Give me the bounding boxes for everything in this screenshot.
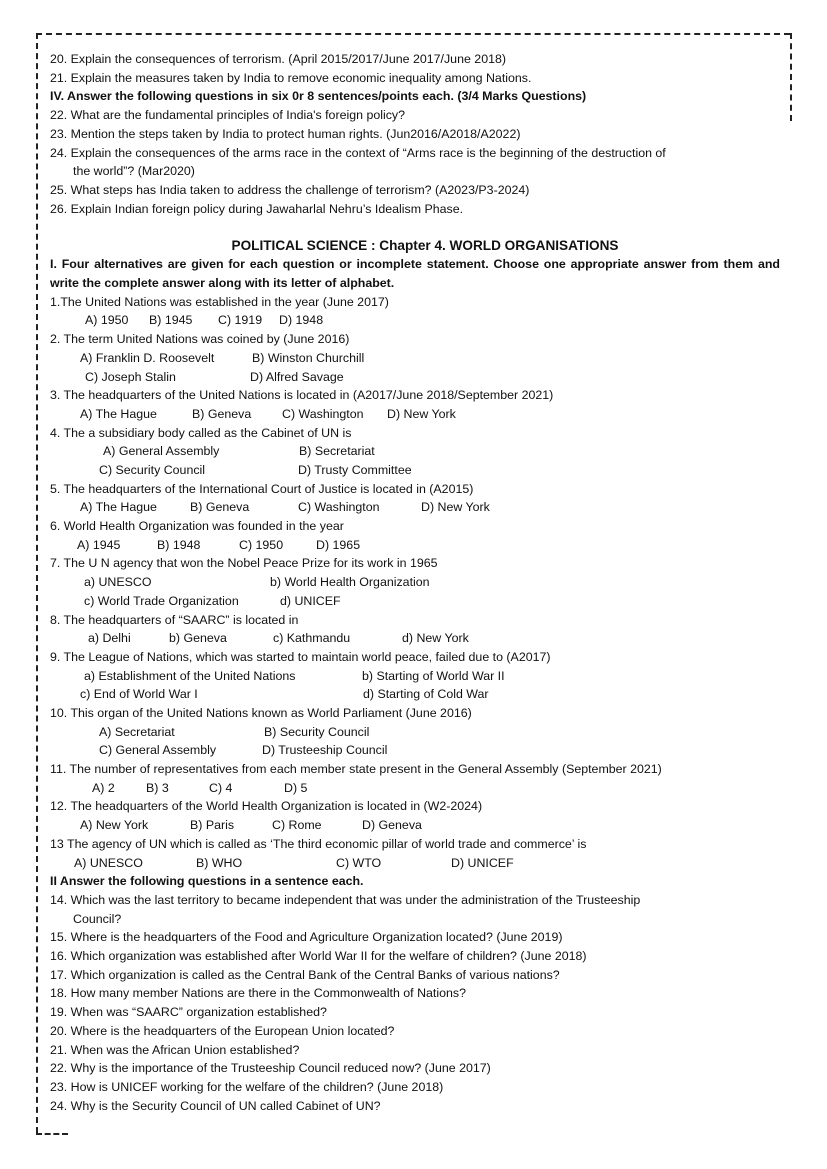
question-line: 23. How is UNICEF working for the welfare of the children? (June 2018) <box>50 1079 444 1094</box>
mcq-list <box>50 293 780 873</box>
mcq-question: 2. The term United Nations was coined by (June 2016) <box>50 332 350 347</box>
mcq-option: C) 1950 <box>239 537 284 552</box>
mcq-question: 11. The number of representatives from each member state present in the General Assembly (September 2021) <box>50 762 662 777</box>
mcq-option: B) Security Council <box>264 724 370 739</box>
question-line-continuation: the world”? (Mar2020) <box>73 164 195 179</box>
document-page <box>50 50 780 1115</box>
mcq-question: 4. The a subsidiary body called as the Cabinet of UN is <box>50 425 352 440</box>
mcq-options-row <box>50 442 780 461</box>
mcq-question: 6. World Health Organization was founded in the year <box>50 519 344 534</box>
mcq-option: D) 1965 <box>316 537 361 552</box>
section-ii-list <box>50 891 780 1115</box>
question-line: 25. What steps has India taken to address the challenge of terrorism? (A2023/P3-2024) <box>50 182 530 197</box>
mcq-option: A) Secretariat <box>99 724 175 739</box>
section-iv-list <box>50 106 780 218</box>
mcq-option: b) Geneva <box>169 631 227 646</box>
mcq-option: b) Starting of World War II <box>362 668 505 683</box>
mcq-option: A) 1950 <box>85 313 129 328</box>
mcq-option: D) Trusteeship Council <box>262 743 388 758</box>
mcq-option: D) Trusty Committee <box>298 462 412 477</box>
mcq-options-row <box>50 667 780 686</box>
mcq-option: c) World Trade Organization <box>84 593 239 608</box>
mcq-option: A) Franklin D. Roosevelt <box>80 350 215 365</box>
page-border-left <box>36 33 38 1133</box>
question-line: 23. Mention the steps taken by India to protect human rights. (Jun2016/A2018/A2022) <box>50 126 521 141</box>
mcq-option: A) UNESCO <box>74 855 143 870</box>
section-ii-heading: II Answer the following questions in a sentence each. <box>50 874 364 889</box>
question-line: 15. Where is the headquarters of the Food and Agriculture Organization located? (June 2019) <box>50 930 563 945</box>
mcq-option: a) Delhi <box>88 631 131 646</box>
mcq-question: 12. The headquarters of the World Health Organization is located in (W2-2024) <box>50 799 483 814</box>
question-line: 19. When was “SAARC” organization established? <box>50 1005 327 1020</box>
mcq-question: 3. The headquarters of the United Nations is located in (A2017/June 2018/September 2021) <box>50 388 554 403</box>
mcq-option: B) Geneva <box>192 406 252 421</box>
mcq-option: A) The Hague <box>80 406 157 421</box>
mcq-options-row <box>50 498 780 517</box>
mcq-options-row <box>50 349 780 368</box>
question-line: 20. Where is the headquarters of the European Union located? <box>50 1023 395 1038</box>
mcq-option: C) Joseph Stalin <box>85 369 176 384</box>
mcq-option: C) WTO <box>336 855 382 870</box>
mcq-option: a) Establishment of the United Nations <box>84 668 296 683</box>
mcq-options-row <box>50 741 780 760</box>
page-border-bottom <box>36 1133 68 1135</box>
question-line-continuation: Council? <box>73 911 122 926</box>
mcq-option: B) Winston Churchill <box>252 350 365 365</box>
mcq-options-row <box>50 854 780 873</box>
page-border-top <box>36 33 790 35</box>
section-i-heading: I. Four alternatives are given for each question or incomplete statement. Choose one appropriate answer from them and write the complete answer along with its letter of alphabet. <box>50 257 780 291</box>
page-border-right <box>790 33 792 121</box>
mcq-option: A) 1945 <box>77 537 121 552</box>
mcq-option: D) 5 <box>284 780 308 795</box>
mcq-option: B) Geneva <box>190 500 250 515</box>
mcq-question: 1.The United Nations was established in the year (June 2017) <box>50 294 389 309</box>
mcq-option: B) WHO <box>196 855 243 870</box>
mcq-option: d) UNICEF <box>280 593 341 608</box>
mcq-option: C) General Assembly <box>99 743 217 758</box>
mcq-option: c) End of World War I <box>80 687 198 702</box>
mcq-option: A) General Assembly <box>103 444 220 459</box>
mcq-options-row <box>50 629 780 648</box>
mcq-option: D) Alfred Savage <box>250 369 344 384</box>
mcq-options-row <box>50 723 780 742</box>
mcq-question: 13 The agency of UN which is called as ‘The third economic pillar of world trade and commerce’ is <box>50 836 587 851</box>
mcq-option: D) New York <box>387 406 456 421</box>
question-line: 21. Explain the measures taken by India to remove economic inequality among Nations. <box>50 70 532 85</box>
mcq-options-row <box>50 779 780 798</box>
mcq-option: d) Starting of Cold War <box>363 687 489 702</box>
question-line: 22. What are the fundamental principles of India's foreign policy? <box>50 108 406 123</box>
question-line: 20. Explain the consequences of terrorism. (April 2015/2017/June 2017/June 2018) <box>50 52 506 66</box>
mcq-option: C) Security Council <box>99 462 206 477</box>
mcq-options-row <box>50 685 780 704</box>
mcq-option: D) Geneva <box>362 818 422 833</box>
mcq-option: A) 2 <box>92 780 115 795</box>
mcq-options-row <box>50 368 780 387</box>
section-iv-heading: IV. Answer the following questions in six 0r 8 sentences/points each. (3/4 Marks Questions) <box>50 89 587 104</box>
mcq-option: C) 1919 <box>218 313 263 328</box>
mcq-option: a) UNESCO <box>84 575 152 590</box>
mcq-question: 8. The headquarters of “SAARC” is located in <box>50 612 299 627</box>
question-line: 16. Which organization was established after World War II for the welfare of children? (June 2018) <box>50 949 587 964</box>
question-line: 24. Explain the consequences of the arms race in the context of “Arms race is the beginning of the destruction of <box>50 145 666 160</box>
question-line: 14. Which was the last territory to became independent that was under the administration of the Trusteeship <box>50 892 641 907</box>
mcq-question: 7. The U N agency that won the Nobel Peace Prize for its work in 1965 <box>50 556 438 571</box>
question-line: 24. Why is the Security Council of UN called Cabinet of UN? <box>50 1098 381 1113</box>
mcq-option: C) Washington <box>282 406 364 421</box>
mcq-option: B) 1948 <box>157 537 201 552</box>
mcq-option: A) The Hague <box>80 500 157 515</box>
mcq-option: b) World Health Organization <box>270 575 430 590</box>
mcq-options-row <box>50 816 780 835</box>
question-line: 26. Explain Indian foreign policy during Jawaharlal Nehru’s Idealism Phase. <box>50 201 464 216</box>
mcq-option: d) New York <box>402 631 469 646</box>
mcq-option: B) Secretariat <box>299 444 375 459</box>
mcq-option: C) 4 <box>209 780 233 795</box>
mcq-option: C) Rome <box>272 818 322 833</box>
mcq-option: B) 1945 <box>149 313 193 328</box>
mcq-option: D) 1948 <box>279 313 324 328</box>
mcq-question: 10. This organ of the United Nations known as World Parliament (June 2016) <box>50 706 472 720</box>
question-line: 21. When was the African Union established? <box>50 1042 300 1057</box>
mcq-options-row <box>50 592 780 611</box>
mcq-option: B) 3 <box>146 780 169 795</box>
question-line: 18. How many member Nations are there in the Commonwealth of Nations? <box>50 986 466 1001</box>
chapter-title: POLITICAL SCIENCE : Chapter 4. WORLD ORGANISATIONS <box>231 238 619 254</box>
mcq-option: D) New York <box>421 500 490 515</box>
mcq-options-row <box>50 536 780 555</box>
mcq-option: c) Kathmandu <box>273 631 351 646</box>
question-line: 22. Why is the importance of the Trusteeship Council reduced now? (June 2017) <box>50 1061 491 1076</box>
question-line: 17. Which organization is called as the Central Bank of the Central Banks of various nations? <box>50 967 560 982</box>
mcq-options-row <box>50 461 780 480</box>
mcq-option: D) UNICEF <box>451 855 514 870</box>
mcq-question: 9. The League of Nations, which was started to maintain world peace, failed due to (A2017) <box>50 649 551 664</box>
mcq-option: B) Paris <box>190 818 235 833</box>
mcq-options-row <box>50 573 780 592</box>
mcq-option: A) New York <box>80 818 149 833</box>
mcq-option: C) Washington <box>298 500 380 515</box>
mcq-options-row <box>50 311 780 330</box>
mcq-question: 5. The headquarters of the International Court of Justice is located in (A2015) <box>50 481 474 496</box>
mcq-options-row <box>50 405 780 424</box>
